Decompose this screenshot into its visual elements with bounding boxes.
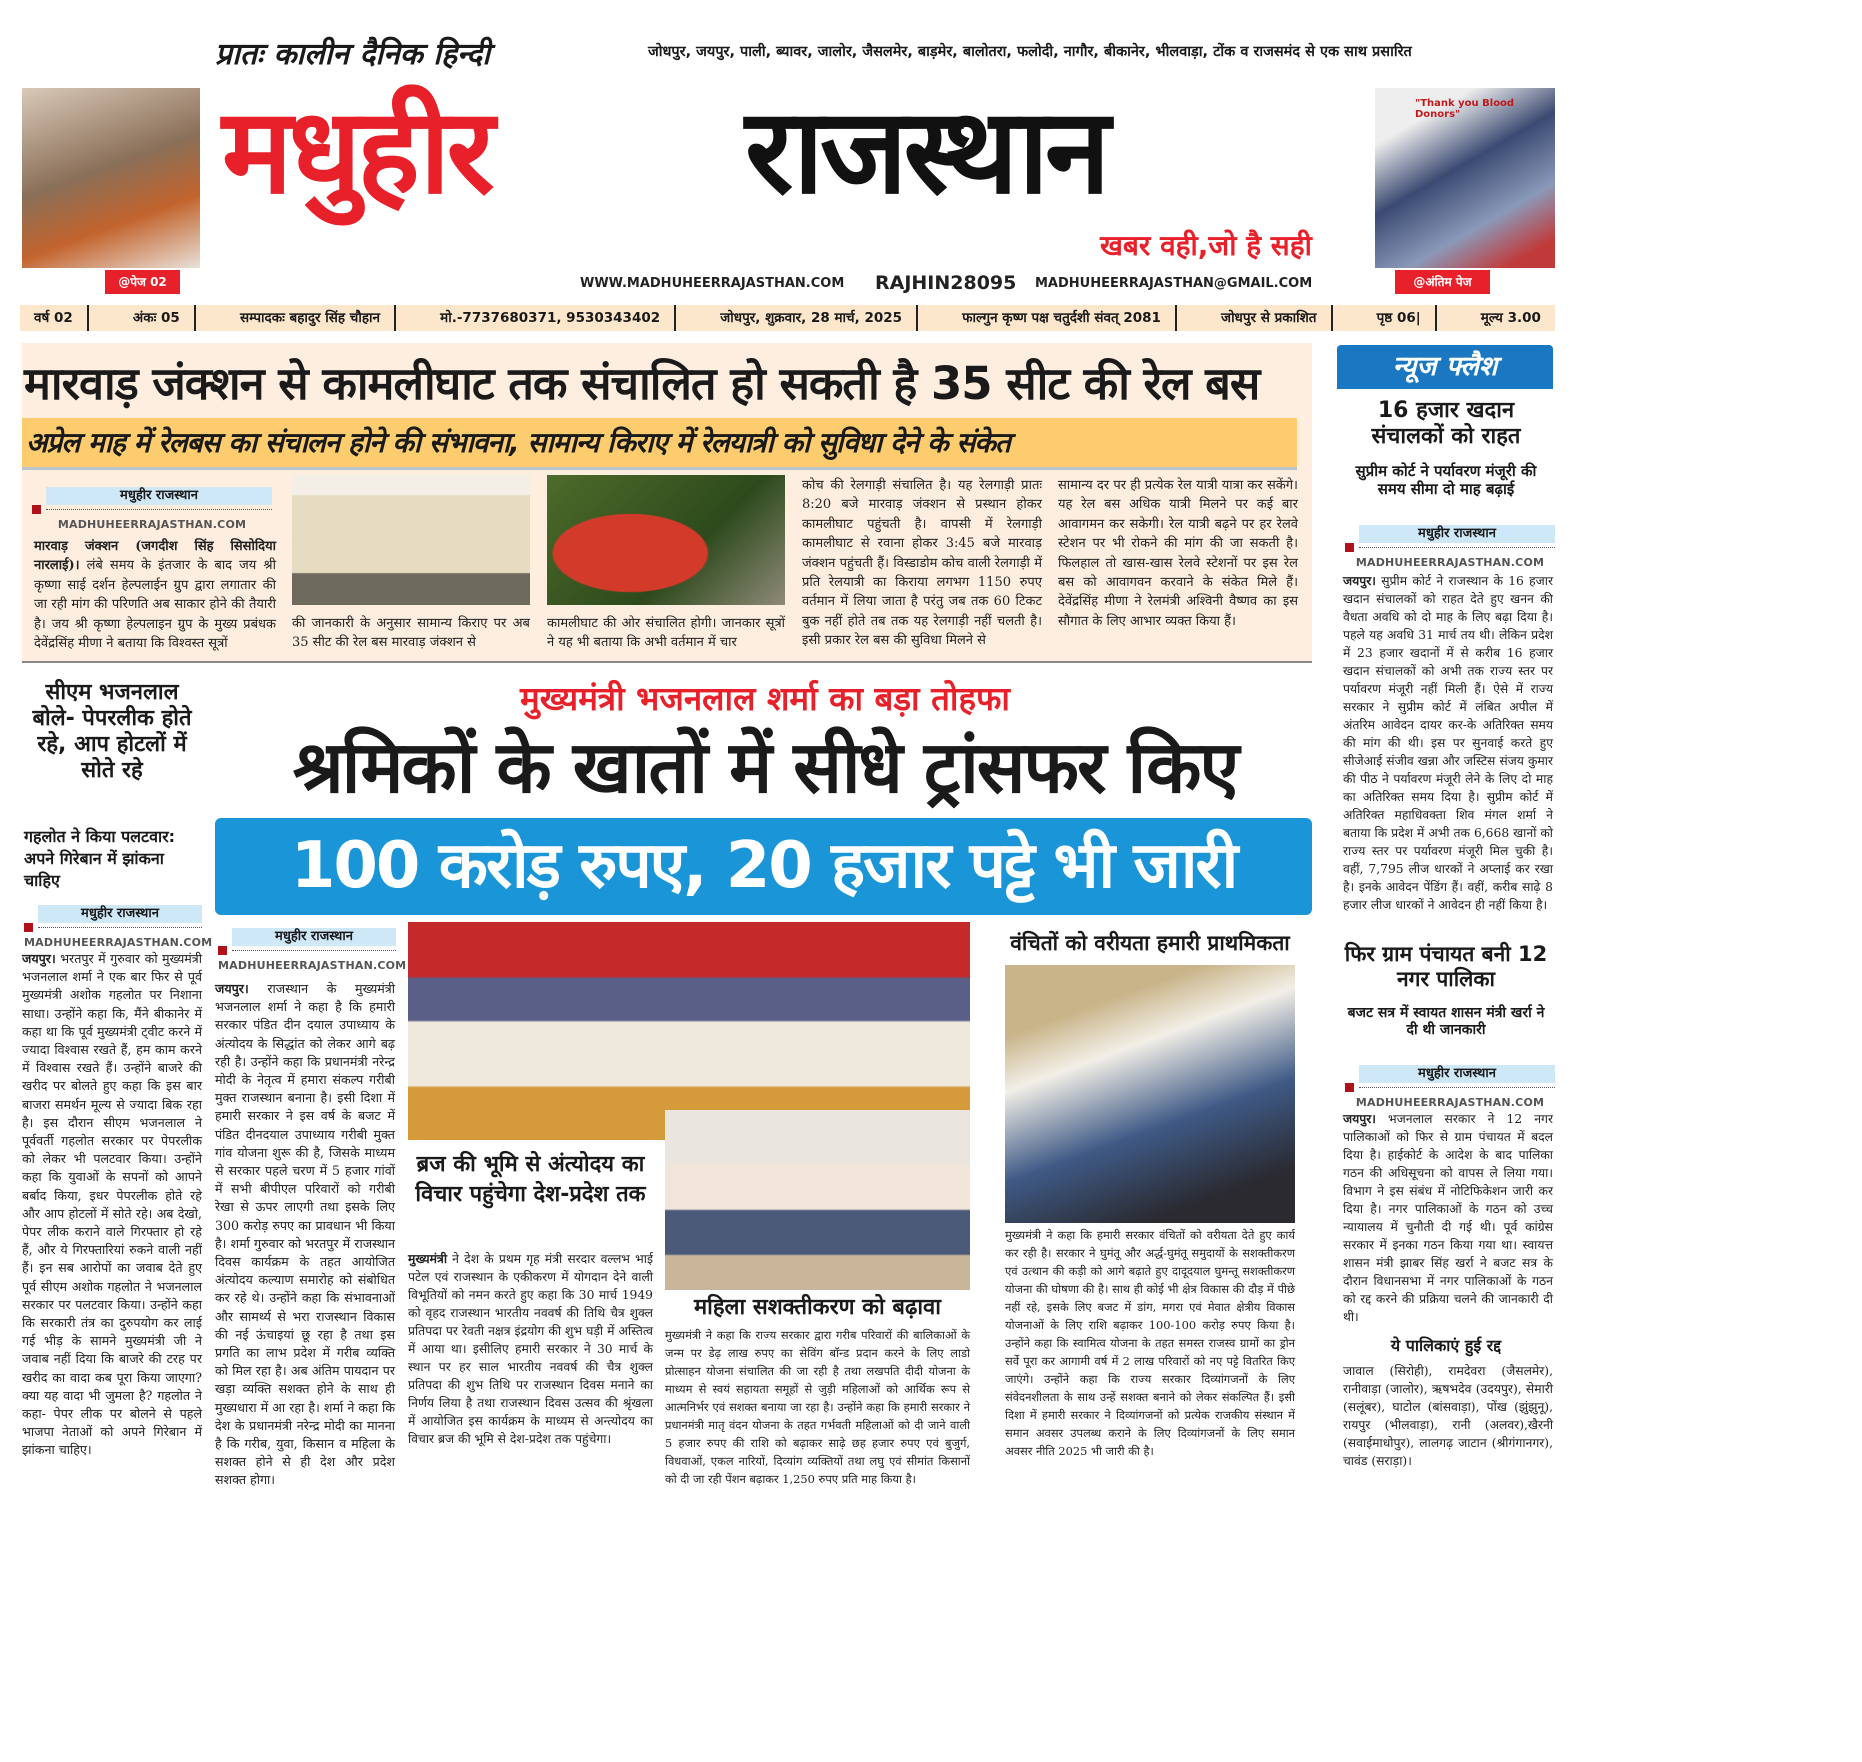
braj-body: मुख्यमंत्री ने देश के प्रथम गृह मंत्री सरदार वल्लभ भाई पटेल एवं राजस्थान के एकीकरण में योगदान देने वाली विभूतियों को नमन करते हुए कहा कि 30 मार्च 1949 को वृहद राजस्थान भारतीय नववर्ष की तिथि चैत्र शुक्ल प्रतिपदा पर रेवती नक्षत्र इंद्रयोग की शुभ घड़ी में अस्तित्व में आया था। इसीलिए हमारी सरकार ने 30 मार्च के स्थान पर हर साल भारतीय नववर्ष की चैत्र शुक्ल प्रतिपदा की शुभ तिथि पर राजस्थान दिवस मनाने का निर्णय लिया है तथा राजस्थान दिवस उत्सव की श्रृंखला में आयोजित इस कार्यक्रम के माध्यम से अन्त्योदय का विचार ब्रज की भूमि से देश-प्रदेश तक पहुंचेगा।: [408, 1251, 653, 1446]
issue-info-bar: [20, 305, 1555, 331]
registration-number: RAJHIN28095: [875, 272, 1017, 294]
masthead-title-black: राजस्थान: [745, 82, 1107, 220]
flash-1-byline: मधुहीर राजस्थान MADHUHEERRAJASTHAN.COM: [1345, 525, 1555, 569]
flash-story-1-subhead: सुप्रीम कोर्ट ने पर्यावरण मंजूरी की समय सीमा दो माह बढ़ाई: [1355, 462, 1537, 498]
railbus-photo-1[interactable]: [292, 475, 530, 605]
left-photo-caption[interactable]: @पेज 02: [105, 270, 180, 294]
left-story-body: जयपुर। भरतपुर में गुरुवार को मुख्यमंत्री भजनलाल शर्मा ने एक बार फिर से पूर्व मुख्यमंत्री अशोक गहलोत पर निशाना साधा। उन्होंने कहा कि, मैंने बीकानेर में कहा था कि पूर्व मुख्यमंत्री ट्वीट करने में ज्यादा विश्वास रखते हैं, हम काम करने में विश्वास रखते हैं। उन्होंने बाजरे की खरीद पर बोलते हुए कहा कि इस बार बाजरा समर्थन मूल्य से ज्यादा बिक रहा है। इस दौरान सीएम भजनलाल ने पूर्ववर्ती गहलोत सरकार पर पेपरलीक को लेकर भी पलटवार किया। उन्होंने कहा कि युवाओं के सपनों को आपने बर्बाद किया, इधर पेपरलीक होते रहे और आप होटलों में सोते रहे। अब देखो, पेपर लीक कराने वाले गिरफ्तार हो रहे हैं, और ये गिरफ्तारियां रुकने वाली नहीं हैं। इन सब आरोपों का जवाब देते हुए पूर्व सीएम अशोक गहलोत ने भजनलाल सरकार पर पलटवार किया। उन्होंने कहा कि सरकारी तंत्र का दुरुपयोग कर लाई गई भीड़ के सामने मुख्यमंत्री जी ने जवाब नहीं दिया कि बाजरे की टरह पर खरीद का वादा कब पूरा किया जाएगा? क्या यह वादा भी जुमला है? गहलोत ने कहा- पेपर लीक पर बोलने से पहले भाजपा नेताओं को अपने गिरेबान में झांकना चाहिए।: [22, 951, 202, 1458]
lead-col-2: की जानकारी के अनुसार सामान्य किराए पर अब 35 सीट की रेल बस मारवाड़ जंक्शन से: [292, 616, 530, 651]
lead-col-3: कामलीघाट की ओर संचालित होगी। जानकार सूत्रों ने यह भी बताया कि अभी वर्तमान में चार: [547, 616, 785, 651]
certificate-photo[interactable]: [665, 1110, 970, 1290]
blood-donor-banner: "Thank you Blood Donors": [1415, 98, 1515, 120]
right-header-photo[interactable]: [1375, 88, 1555, 268]
main-headline[interactable]: श्रमिकों के खातों में सीधे ट्रांसफर किए: [292, 725, 1238, 809]
left-story-subhead: गहलोत ने किया पलटवार: अपने गिरेबान में झांकना चाहिए: [24, 827, 176, 890]
braj-headline[interactable]: ब्रज की भूमि से अंत्योदय का विचार पहुंचेगा देश-प्रदेश तक: [415, 1152, 646, 1207]
masthead-title-red: मधुहीर: [222, 82, 491, 220]
news-flash-title: न्यूज फ्लैश: [1337, 345, 1553, 389]
main-col-1: जयपुर। राजस्थान के मुख्यमंत्री भजनलाल शर्मा ने कहा है कि हमारी सरकार पंडित दीन दयाल उपाध्याय के अंत्योदय के सिद्धांत को लेकर आगे बढ़ रही है। उन्होंने कहा कि प्रधानमंत्री नरेन्द्र मोदी के नेतृत्व में हमारा संकल्प गरीबी मुक्त राजस्थान बनाना है। इसी दिशा में हमारी सरकार ने इस वर्ष के बजट में पंडित दीनदयाल उपाध्याय गरीबी मुक्त गांव योजना शुरू की है, जिसके माध्यम से सरकार पहले चरण में 5 हजार गांवों में सभी बीपीएल परिवारों को गरीबी रेखा से ऊपर लाएगी तथा इसके लिए 300 करोड़ रुपए का प्रावधान भी किया है। शर्मा गुरुवार को भरतपुर में राजस्थान दिवस कार्यक्रम के तहत आयोजित अंत्योदय कल्याण समारोह को संबोधित कर रहे थे। उन्होंने कहा कि संभावनाओं और सामर्थ्य से भरा राजस्थान विकास की नई ऊंचाइयां छू रहा है तथा इस प्रगति का लाभ प्रदेश में गरीब व्यक्ति को मिल रहा है। अब अंतिम पायदान पर खड़ा व्यक्ति सशक्त होने के साथ ही मुख्यधारा में आ रहा है। शर्मा ने कहा कि देश के प्रधानमंत्री नरेन्द्र मोदी का मानना है कि गरीब, युवा, किसान व महिला के सशक्त होने से ही देश और प्रदेश सशक्त होगा।: [215, 981, 395, 1488]
info-year: वर्ष 02: [20, 305, 89, 331]
left-header-photo[interactable]: [22, 88, 200, 268]
website-link[interactable]: WWW.MADHUHEERRAJASTHAN.COM: [580, 276, 845, 291]
editions-line: जोधपुर, जयपुर, पाली, ब्यावर, जालोर, जैसलमेर, बाड़मेर, बालोतरा, फलोदी, नागौर, बीकानेर, भीलवाड़ा, टोंक व राजसमंद से एक साथ प्रसारित: [648, 44, 1412, 60]
lead-col-5: सामान्य दर पर ही प्रत्येक रेल यात्री यात्रा कर सकेंगे। यह रेल बस अधिक यात्री मिलने पर कई बार आवागमन कर सकेगी। रेल यात्री बढ़ने पर हर रेलवे स्टेशन पर भी रोकने की मांग की जा सकती है। फिलहाल तो खास-खास रेलवे स्टेशनों पर इस रेल बस को आवागवन करवाने के संकेत मिले हैं। देवेंद्रसिंह मीणा ने रेलमंत्री अश्विनी वैष्णव का इस सौगात के लिए आभार व्यक्त किया हैं।: [1058, 478, 1298, 629]
flash-story-1-headline[interactable]: 16 हजार खदान संचालकों को राहत: [1371, 398, 1521, 449]
main-banner-headline: 100 करोड़ रुपए, 20 हजार पट्टे भी जारी: [215, 818, 1312, 915]
flash-story-1-body: जयपुर। सुप्रीम कोर्ट ने राजस्थान के 16 हजार खदान संचालकों को राहत देते हुए खनन की वैधता अवधि को दो माह के लिए बढ़ा दिया है। पहले यह अवधि 31 मार्च तय थी। लेकिन प्रदेश में 23 हजार खदानों में से करीब 16 हजार खदान संचालकों को अभी तक राज्य स्तर पर पर्यावरण मंजूरी नहीं मिली हैं। ऐसे में राज्य सरकार ने सुप्रीम कोर्ट में लंबित अपील में अंतरिम आवेदन दायर कर-के अतिरिक्त समय की मांग की थी। इस पर सुनवाई करते हुए सीजेआई संजीव खन्ना और जस्टिस संजय कुमार की पीठ ने पर्यावरण मंजूरी लेने के लिए दो माह का अतिरिक्त समय दिया है। सुप्रीम कोर्ट में अतिरिक्त महाधिवक्ता शिव मंगल शर्मा ने बताया कि प्रदेश में अभी तक 6,668 खानों को राज्य स्तर पर पर्यावरण मंजूरी मिल चुकी है। वहीं, 7,795 लीज धारकों ने अप्लाई कर रखा है। इनके आवेदन पेंडिंग हैं। वहीं, करीब साढ़े 8 हजार लीज धारकों ने आवेदन ही नहीं किया है।: [1343, 573, 1553, 912]
left-story-headline[interactable]: सीएम भजनलाल बोले- पेपरलीक होते रहे, आप होटलों में सोते रहे: [32, 680, 192, 783]
deprived-priority-headline[interactable]: वंचितों को वरीयता हमारी प्राथमिकता: [1010, 931, 1290, 955]
flash-story-2-headline[interactable]: फिर ग्राम पंचायत बनी 12 नगर पालिका: [1344, 942, 1548, 991]
main-byline: मधुहीर राजस्थान MADHUHEERRAJASTHAN.COM: [218, 929, 407, 972]
lead-headline[interactable]: मारवाड़ जंक्शन से कामलीघाट तक संचालित हो सकती है 35 सीट की रेल बस: [24, 357, 1260, 410]
main-kicker: मुख्यमंत्री भजनलाल शर्मा का बड़ा तोहफा: [520, 679, 1010, 718]
lead-col-1: मारवाड़ जंक्शन (जगदीश सिंह सिसोदिया नारलाई)। लंबे समय के इंतजार के बाद जय श्री कृष्णा साई दर्शन हेल्पलाईन ग्रुप द्वारा लगातार की जा रही मांग की परिणति अब साकार होने की तैयारी है। जय श्री कृष्णा हेल्पलाइन ग्रुप के मुख्य प्रबंधक देवेंद्रसिंह मीणा ने बताया कि विश्वस्त सूत्रों: [34, 539, 276, 652]
flash-story-2-body: जयपुर। भजनलाल सरकार ने 12 नगर पालिकाओं को फिर से ग्राम पंचायत में बदल दिया है। हाईकोर्ट के आदेश के बाद पालिका गठन की अधिसूचना को वापस ले लिया गया। विभाग ने इस संबंध में नोटिफिकेशन जारी कर दिया है। नगर पालिकाओं के गठन को उच्च न्यायालय में चुनौती दी गई थी। पूर्व कांग्रेस सरकार में इनका गठन किया गया था। स्वायत्त शासन मंत्री झाबर सिंह खर्रा ने बजट सत्र के दौरान विधानसभा में नगर पालिकाओं के गठन को रद्द करने की प्रक्रिया चलने की जानकारी दी थी।: [1343, 1111, 1553, 1324]
right-photo-caption[interactable]: @अंतिम पेज: [1395, 270, 1490, 294]
flash-story-2-subhead: बजट सत्र में स्वायत शासन मंत्री खर्रा ने दी थी जानकारी: [1347, 1005, 1545, 1038]
women-empowerment-body: मुख्यमंत्री ने कहा कि राज्य सरकार द्वारा गरीब परिवारों की बालिकाओं के जन्म पर डेढ़ लाख रुपए का सेविंग बॉन्ड प्रदान करने के लिए लाडो प्रोत्साहन योजना संचालित की जा रही है तथा लखपति दीदी योजना के माध्यम से स्वयं सहायता समूहों से जुड़ी महिलाओं को आर्थिक रूप से आत्मनिर्भर एवं सशक्त बनाया जा रहा है। उन्होंने कहा कि हमारी सरकार ने प्रधानमंत्री मातृ वंदन योजना के तहत गर्भवती महिलाओं को दी जाने वाली 5 हजार रुपए की राशि को बढ़ाकर साढ़े छह हजार रुपए एवं बुजुर्ग, विधवाओं, एकल नारियों, दिव्यांग व्यक्तियों तथा लघु एवं सीमांत किसानों को दी जा रही पेंशन बढ़ाकर 1,250 रुपए प्रति माह किया है।: [665, 1328, 970, 1486]
flash-2-byline: मधुहीर राजस्थान MADHUHEERRAJASTHAN.COM: [1345, 1065, 1555, 1109]
wheelchair-distribution-photo[interactable]: [1005, 965, 1295, 1223]
cancelled-list: जावाल (सिरोही), रामदेवरा (जैसलमेर), रानीवाड़ा (जालोर), ऋषभदेव (उदयपुर), सेमारी (सलूंबर), घाटोल (बांसवाड़ा), पोंख (झुंझुनू), रायपुर (भीलवाड़ा), रानी (अलवर),खैरनी (सवाईमाधोपुर), लालगढ़ जाटान (श्रीगंगानगर), चावंड (सराड़ा)।: [1343, 1364, 1553, 1468]
event-stage-photo[interactable]: [408, 922, 970, 1140]
masthead-tagline: प्रातः कालीन दैनिक हिन्दी: [215, 37, 490, 72]
info-phone: मो.-7737680371, 9530343402: [426, 305, 676, 331]
masthead-slogan: खबर वही,जो है सही: [1100, 229, 1312, 262]
women-empowerment-headline[interactable]: महिला सशक्तीकरण को बढ़ावा: [694, 1295, 941, 1320]
info-samvat: फाल्गुन कृष्ण पक्ष चतुर्दशी संवत् 2081: [948, 305, 1177, 331]
lead-col-4: कोच की रेलगाड़ी संचालित है। यह रेलगाड़ी प्रातः 8:20 बजे मारवाड़ जंक्शन से प्रस्थान होकर कामलीघाट पहुंचती है। वापसी में रेलगाड़ी कामलीघाट से रवाना होकर 3:45 बजे मारवाड़ जंक्शन पहुंचती हैं। विस्डाडोम कोच वाली रेलगाड़ी में प्रति रेलयात्री का किराया लगभग 1150 रुपए वर्तमान में लिया जाता है परंतु जब तक 60 टिकट बुक नहीं होते तब तक यह रेलगाड़ी नहीं चलती है। इसी प्रकार रेल बस की सुविधा मिलने से: [802, 478, 1042, 649]
info-issue: अंकः 05: [119, 305, 196, 331]
deprived-priority-body: मुख्यमंत्री ने कहा कि हमारी सरकार वंचितों को वरीयता देते हुए कार्य कर रही है। सरकार ने घुमंतू और अर्द्ध-घुमंतू समुदायों के सशक्तीकरण एवं उत्थान की कड़ी को आगे बढ़ाते हुए दादूदयाल घुमन्तू सशक्तीकरण योजना की घोषणा की है। साथ ही कोई भी क्षेत्र विकास की दौड़ में पीछे नहीं रहे, इसके लिए बजट में डांग, मगरा एवं मेवात क्षेत्रीय विकास योजनाओं के लिए राशि बढ़ाकर 100-100 करोड़ रुपए किया है। उन्होंने कहा कि स्वामित्व योजना के तहत समस्त राजस्व ग्रामों का ड्रोन सर्वे पूरा कर आगामी वर्ष में 2 लाख परिवारों को नए पट्टे वितरित किए जाएंगे। उन्होंने कहा कि राज्य सरकार दिव्यांगजनों के लिए संवेदनशीलता के साथ उन्हें सशक्त बनाने को लेकर संकल्पित हैं। इसी दिशा में हमारी सरकार ने दिव्यांगजनों को प्रत्येक राजकीय संस्थान में समान अवसर उपलब्ध कराने के लिए दिव्यांगजनों के लिए समान अवसर नीति 2025 भी जारी की है।: [1005, 1228, 1295, 1458]
info-pages: पृष्ठ 06|: [1363, 305, 1437, 331]
left-byline: मधुहीर राजस्थान MADHUHEERRAJASTHAN.COM: [24, 906, 213, 949]
railbus-photo-2[interactable]: [547, 475, 785, 605]
cancelled-list-heading: ये पालिकाएं हुई रद्द: [1390, 1336, 1502, 1355]
lead-subhead: अप्रेल माह में रेलबस का संचालन होने की संभावना, सामान्य किराए में रेलयात्री को सुविधा देने के संकेत: [22, 418, 1297, 470]
info-published: जोधपुर से प्रकाशित: [1207, 305, 1332, 331]
lead-byline: मधुहीर राजस्थान MADHUHEERRAJASTHAN.COM: [32, 487, 272, 531]
email-link[interactable]: MADHUHEERRAJASTHAN@GMAIL.COM: [1035, 276, 1313, 291]
info-date: जोधपुर, शुक्रवार, 28 मार्च, 2025: [706, 305, 918, 331]
info-price: मूल्य 3.00: [1480, 310, 1541, 326]
info-editor: सम्पादकः बहादुर सिंह चौहान: [226, 305, 396, 331]
